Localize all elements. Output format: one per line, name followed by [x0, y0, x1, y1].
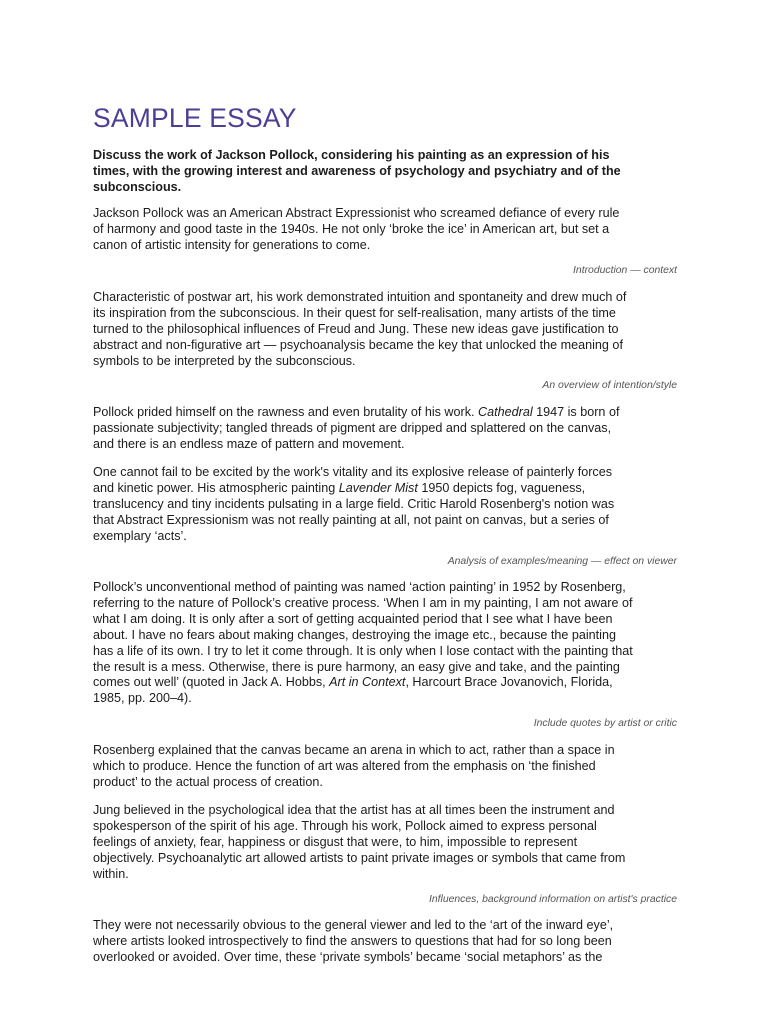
paragraph-4: [93, 465, 677, 545]
text-line: One cannot fail to be excited by the work's vitality and its explosive release of painterly forces: [93, 465, 613, 479]
text-line: which to produce. Hence the function of art was altered from the emphasis on ‘the finished: [93, 758, 596, 773]
essay-question: [93, 147, 677, 196]
text-line: symbols to be interpreted by the subconscious.: [93, 353, 356, 368]
margin-note-quotes: Include quotes by artist or critic: [533, 718, 677, 729]
paragraph-5: [93, 580, 677, 707]
paragraph-7: [93, 803, 677, 883]
text-line: has a life of its own. I try to let it come through. It is only when I lose contact with the painting that: [93, 643, 633, 658]
text-line: Pollock’s unconventional method of painting was named ‘action painting’ in 1952 by Rosenberg,: [93, 580, 626, 594]
margin-note-overview: An overview of intention/style: [542, 380, 677, 391]
question-line: subconscious.: [93, 180, 182, 195]
paragraph-6: [93, 743, 677, 791]
text-line: passionate subjectivity; tangled threads of pigment are dripped and splattered on the canvas,: [93, 420, 612, 435]
question-line: Discuss the work of Jackson Pollock, considering his painting as an expression of his: [93, 148, 610, 162]
text-line: Rosenberg explained that the canvas became an arena in which to act, rather than a space in: [93, 743, 615, 757]
text-line: canon of artistic intensity for generations to come.: [93, 237, 371, 252]
text-line: within.: [93, 866, 129, 881]
text-line: of harmony and good taste in the 1940s. He not only ‘broke the ice’ in American art, but set a: [93, 221, 610, 236]
text-line: about. I have no fears about making changes, destroying the image etc., because the painting: [93, 627, 616, 642]
question-line: times, with the growing interest and awareness of psychology and psychiatry and of the: [93, 164, 621, 179]
text-line: [93, 675, 677, 691]
text-line: turned to the philosophical influences of Freud and Jung. These new ideas gave justification to: [93, 321, 619, 336]
text-line: exemplary ‘acts’.: [93, 528, 187, 543]
text-line: 1985, pp. 200–4).: [93, 691, 192, 706]
paragraph-3: [93, 405, 677, 453]
text-line: referring to the nature of Pollock’s creative process. ‘When I am in my painting, I am not aware of: [93, 595, 633, 610]
margin-note-introduction: Introduction — context: [573, 265, 677, 276]
essay-page: [93, 0, 677, 1024]
text-segment: , Harcourt Brace Jovanovich, Florida,: [405, 675, 613, 690]
text-line: overlooked or avoided. Over time, these ‘private symbols’ became ‘social metaphors’ as the: [93, 949, 603, 964]
text-line: where artists looked introspectively to find the answers to questions that had for so long been: [93, 933, 612, 948]
text-line: [93, 481, 677, 497]
artwork-title-cathedral: Cathedral: [478, 405, 533, 419]
text-segment: 1950 depicts fog, vagueness,: [417, 480, 586, 495]
artwork-title-lavender-mist: Lavender Mist: [338, 480, 418, 495]
text-line: translucency and tiny incidents pulsating in a large field. Critic Harold Rosenberg's notion was: [93, 496, 615, 511]
text-line: the result is a mess. Otherwise, there is pure harmony, an easy give and take, and the painting: [93, 659, 620, 674]
text-segment: 1947 is born of: [532, 405, 620, 419]
essay-title: SAMPLE ESSAY: [93, 103, 297, 133]
margin-note-influences: Influences, background information on artist's practice: [428, 894, 677, 905]
text-line: what I am doing. It is only after a sort of getting acquainted period that I see what I have been: [93, 611, 613, 626]
paragraph-8: [93, 918, 677, 966]
text-line: product’ to the actual process of creation.: [93, 774, 323, 789]
text-line: feelings of anxiety, fear, happiness or disgust that were, to him, impossible to represent: [93, 834, 578, 849]
text-line: abstract and non-figurative art — psychoanalysis became the key that unlocked the meaning of: [93, 337, 623, 352]
paragraph-1: [93, 206, 677, 254]
text-line: objectively. Psychoanalytic art allowed artists to paint private images or symbols that came from: [93, 850, 626, 865]
text-segment: comes out well’ (quoted in Jack A. Hobbs,: [93, 675, 330, 690]
text-line: spokesperson of the spirit of his age. Through his work, Pollock aimed to express personal: [93, 818, 597, 833]
text-line: [93, 405, 677, 421]
book-title-art-in-context: Art in Context: [329, 675, 406, 690]
text-line: Jackson Pollock was an American Abstract Expressionist who screamed defiance of every rule: [93, 206, 620, 220]
text-line: Characteristic of postwar art, his work demonstrated intuition and spontaneity and drew much of: [93, 290, 627, 304]
text-line: They were not necessarily obvious to the general viewer and led to the ‘art of the inward eye’,: [93, 918, 614, 932]
text-line: that Abstract Expressionism was not really painting at all, not paint on canvas, but a series of: [93, 512, 609, 527]
paragraph-2: [93, 290, 677, 370]
text-segment: and kinetic power. His atmospheric painting: [93, 480, 339, 495]
text-segment: Pollock prided himself on the rawness and even brutality of his work.: [93, 405, 479, 419]
text-line: and there is an endless maze of pattern and movement.: [93, 436, 405, 451]
margin-note-analysis: Analysis of examples/meaning — effect on viewer: [447, 556, 677, 567]
text-line: Jung believed in the psychological idea that the artist has at all times been the instrument and: [93, 803, 615, 817]
text-line: its inspiration from the subconscious. In their quest for self-realisation, many artists of the time: [93, 305, 616, 320]
